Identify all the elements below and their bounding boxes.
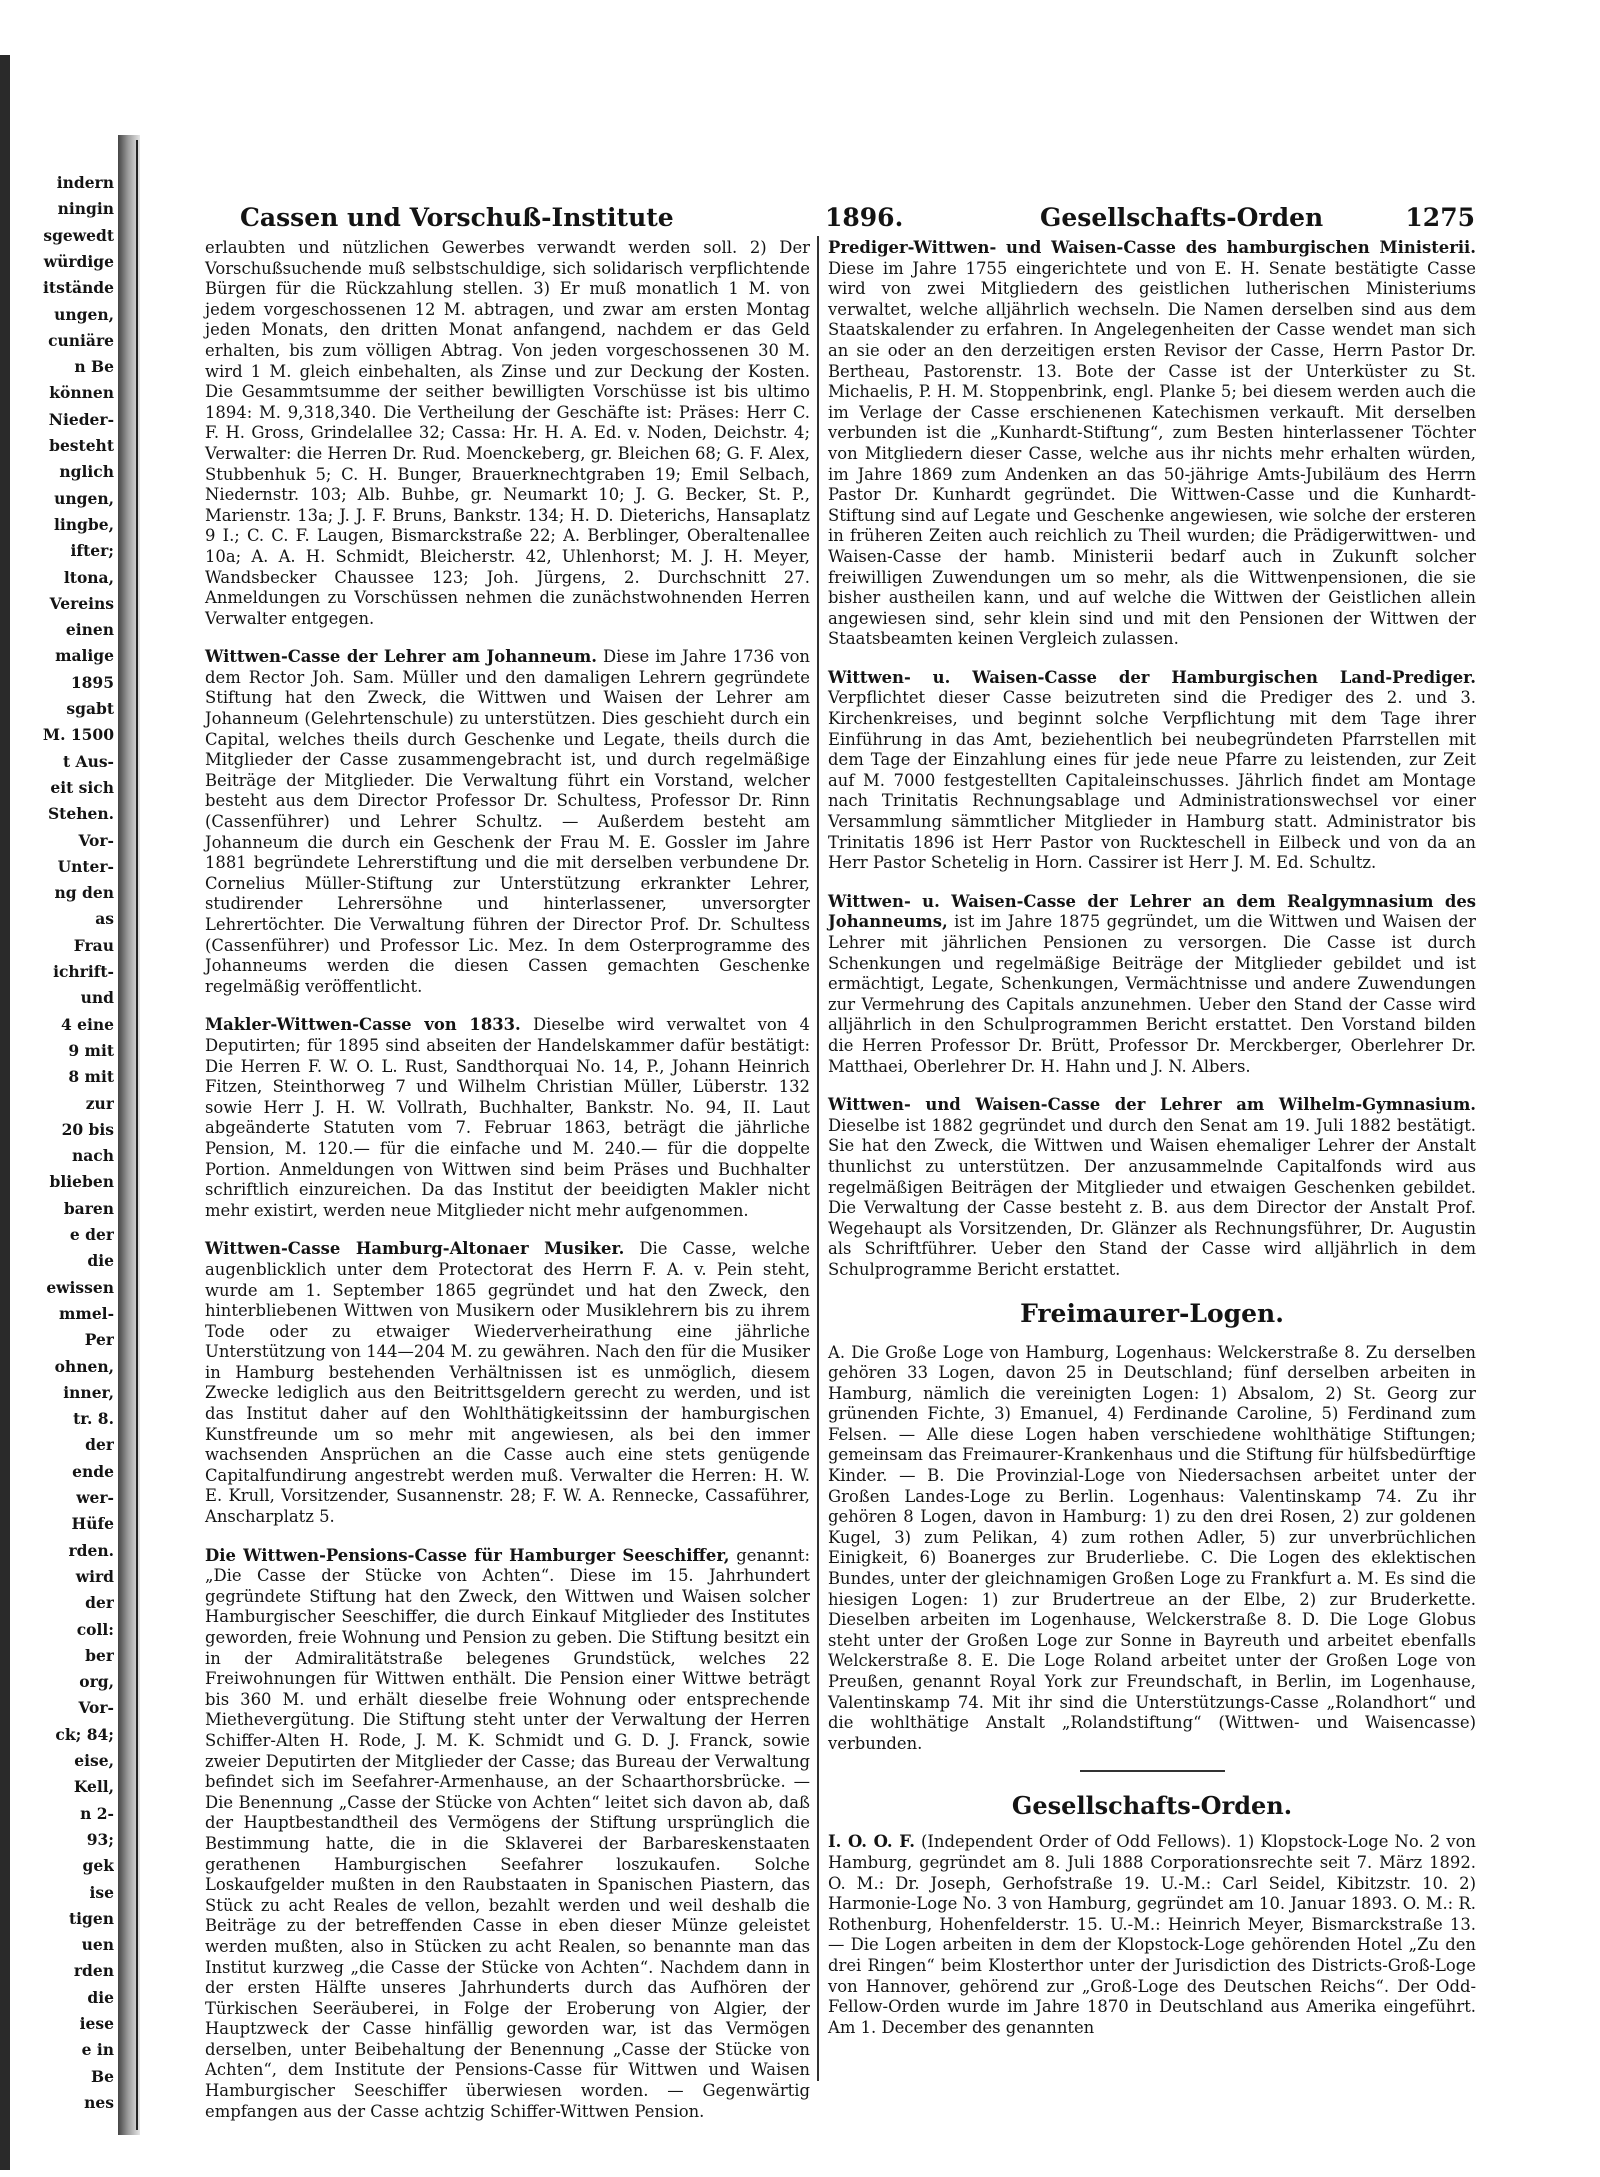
previous-page-fragment: 9 mit — [68, 1040, 114, 1060]
entry-heading: Wittwen- und Waisen-Casse der Lehrer am Wilhelm-Gymnasium. — [828, 1095, 1476, 1115]
odd-fellows-entry — [828, 1832, 1476, 2038]
previous-page-fragment: cuniäre — [48, 330, 114, 350]
previous-page-fragment: Per — [84, 1330, 114, 1350]
previous-page-fragment: lingbe, — [54, 514, 114, 534]
entry-text: Diese im Jahre 1755 eingerichtete und von E. H. Senate bestätigte Casse wird von zwei Mitgliedern des geistlichen lutherischen Ministeriums verwaltet, welche alljährlich wechseln. Die Namen derselben sind aus dem Staatskalender zu erfahren. In Angelegenheiten der Casse wendet man sich an sie oder an den derzeitigen ersten Revisor der Casse, Herrn Pastor Dr. Bertheau, Pastorenstr. 13. Bote der Casse ist der Unterküster zu St. Michaelis, P. H. M. Stoppenbrink, engl. Planke 5; bei diesem werden auch die im Verlage der Casse erschienenen Katechismen verkauft. Mit derselben verbunden ist die „Kunhardt-Stiftung“, zum Besten hinterlassener Töchter von Mitgliedern dieser Casse, welche aus ihr nichts mehr erhalten würden, im Jahre 1869 zum Andenken an das 50-jährige Amts-Jubiläum des Herrn Pastor Dr. Kunhardt gegründet. Die Wittwen-Casse und die Kunhardt-Stiftung sind auf Legate und Geschenke angewiesen, wie solche der ersteren in früheren Zeiten auch reichlich zu Theil wurden; die Prädigerwittwen- und Waisen-Casse der hamb. Ministerii bedarf auch in Zukunft solcher freiwilligen Zuwendungen um so mehr, als die Wittwenpensionen, die sie bisher austheilen kann, und auf welche die Wittwen der Geistlichen allein angewiesen sind, sehr klein sind und mit den Pensionen der Wittwen der Staatsbeamten keinen Vergleich zulassen. — [828, 258, 1476, 649]
previous-page-fragment: t Aus- — [62, 751, 114, 771]
section-heading-freemasons: Freimaurer-Logen. — [1020, 1298, 1284, 1328]
entry-text: Verpflichtet dieser Casse beizutreten sind die Prediger des 2. und 3. Kirchenkreises, und beginnt solche Verpflichtung mit dem Tage ihrer Einführung in das Amt, beziehentlich bei neubegründeten Pfarrstellen mit dem Tage der Einzahlung eines für jede neue Pfarre zu leistenden, zur Zeit auf M. 7000 festgestellten Capitaleinschusses. Jährlich findet am Montage nach Trinitatis Rechnungsablage und Administrationswechsel vor einer Versammlung sämmtlicher Mitglieder in Hamburg statt. Administrator bis Trinitatis 1896 ist Herr Pastor von Ruckteschell in Eilbeck und von da an Herr Pastor Schetelig in Horn. Cassirer ist Herr J. M. Ed. Schultz. — [828, 688, 1476, 873]
entry-text: ist im Jahre 1875 gegründet, um die Wittwen und Waisen der Lehrer mit jährlichen Pensionen zu versorgen. Die Casse ist durch Schenkungen und regelmäßige Beiträge der Mitglieder gebildet und ist ermächtigt, Legate, Schenkungen, Vermächtnisse und andere Zuwendungen zur Vermehrung des Capitals anzunehmen. Ueber den Stand der Casse wird alljährlich in den Schulprogrammen Bericht erstattet. Den Vorstand bilden die Herren Professor Dr. Brütt, Professor Dr. Merckberger, Oberlehrer Dr. Matthaei, Oberlehrer Dr. H. Hahn und J. N. Albers. — [828, 912, 1477, 1076]
entry-heading: Wittwen-Casse der Lehrer am Johanneum. — [205, 647, 597, 667]
previous-page-fragment: rden — [73, 1961, 114, 1981]
previous-page-fragment: baren — [63, 1198, 114, 1218]
entry-text: Dieselbe wird verwaltet von 4 Deputirten; für 1895 sind abseiten der Handelskammer dafür bestätigt: Die Herren F. W. O. L. Rust, Sandthorquai No. 14, P., Johann Heinrich Fitzen, Steinthorweg 7 und Wilhelm Christian Müller, Lüberstr. 132 sowie Herr J. H. W. Vollrath, Buchhalter, Bankstr. No. 94, II. Laut abgeänderte Statuten vom 7. Februar 1863, beträgt die jährliche Pension, M. 120.— für die einfache und M. 240.— für die doppelte Portion. Anmeldungen von Wittwen sind beim Präses und Buchhalter schriftlich einzureichen. Da das Institut der beeidigten Makler nicht mehr existirt, werden neue Mitglieder nicht mehr aufgenommen. — [205, 1015, 810, 1220]
section-divider — [1080, 1770, 1225, 1772]
previous-page-fragment: n 2- — [80, 1803, 114, 1823]
entry-musicians-widows — [205, 1239, 810, 1527]
previous-page-fragment: Frau — [73, 935, 114, 955]
previous-page-fragment: ber — [85, 1645, 114, 1665]
entry-wilhelm-gymnasium-widows — [828, 1095, 1476, 1280]
previous-page-fragment: indern — [56, 175, 114, 192]
previous-page-fragment: wer- — [76, 1488, 114, 1507]
previous-page-fragment: ningin — [57, 199, 114, 219]
entry-text: erlaubten und nützlichen Gewerbes verwandt werden soll. 2) Der Vorschußsuchende muß selbstschuldige, sich solidarisch verpflichtende Bürgen für die Rückzahlung stellen. 3) Er muß monatlich 1 M. von jedem vorgeschossenen 12 M. abtragen, und zwar am ersten Montag jeden Monats, den dritten Monat anfangend, nachdem er das Geld erhalten, bis zum völligen Abtrag. Von jeden vorgeschossenen 30 M. wird 1 M. gleich einbehalten, als Zinse und zur Deckung der Kosten. Die Gesammtsumme der seither bewilligten Vorschüsse ist bis ultimo 1894: M. 9,318,340. Die Vertheilung der Geschäfte ist: Präses: Herr C. F. H. Gross, Grindelallee 32; Cassa: Hr. H. A. Ed. v. Noden, Deichstr. 4; Verwalter: die Herren Dr. Rud. Moenckeberg, gr. Bleichen 68; G. F. Alex, Stubbenhuk 5; C. H. Bunger, Brauerknechtgraben 19; Emil Selbach, Niedernstr. 103; Alb. Buhbe, gr. Neumarkt 10; J. G. Becker, St. P., Marienstr. 13a; J. J. F. Bruns, Bankstr. 134; H. D. Dieterichs, Hansaplatz 9 I.; C. C. F. Laugen, Bismarckstraße 22; A. Berblinger, Oberaltenallee 10a; A. A. H. Schmidt, Bleicherstr. 42, Uhlenhorst; M. J. H. Meyer, Wandsbecker Chaussee 123; Joh. Jürgens, 2. Durchschnitt 27. Anmeldungen zu Vorschüssen nehmen die zunächstwohnenden Herren Verwalter entgegen. — [205, 238, 810, 628]
previous-page-fragment: ltona, — [63, 567, 114, 587]
previous-page-fragment: ungen, — [54, 304, 114, 324]
header-chapter-title: Gesellschafts-Orden — [1040, 203, 1324, 232]
previous-page-fragment: tr. 8. — [73, 1409, 114, 1429]
previous-page-fragment: ck; 84; — [55, 1724, 114, 1744]
previous-page-fragment: 8 mit — [68, 1067, 114, 1087]
previous-page-fragment: Nieder- — [48, 409, 114, 429]
previous-page-fragment: 4 eine — [60, 1014, 114, 1034]
entry-text: (Independent Order of Odd Fellows). 1) Klopstock-Loge No. 2 von Hamburg, gegründet am 8. Juli 1888 Corporationsrechte seit 7. März 1892. O. M.: Dr. Joseph, Gerhofstraße 19. U.-M.: Carl Seidel, Kibitzstr. 10. 2) Harmonie-Loge No. 3 von Hamburg, gegründet am 10. Januar 1893. O. M.: R. Rothenburg, Hohenfelderstr. 15. U.-M.: Heinrich Meyer, Bismarckstraße 13. — Die Logen arbeiten in dem der Klopstock-Loge gehörenden Hotel „Zu den drei Ringen“ beim Klosterthor unter der Jurisdiction des Districts-Groß-Loge von Hannover, gehörend zur „Groß-Loge des Deutschen Reichs“. Der Odd-Fellow-Orden wurde im Jahre 1870 in Deutschland aus Amerika eingeführt. Am 1. December des genannten — [828, 1832, 1476, 2037]
entry-heading: Wittwen- u. Waisen-Casse der Lehrer an dem Realgymnasium des Johanneums, — [828, 891, 1476, 932]
previous-page-fragment: können — [49, 383, 114, 403]
header-year: 1896. — [825, 203, 904, 232]
entry-text: Diese im Jahre 1736 von dem Rector Joh. Sam. Müller und den damaligen Lehrern gegründete Stiftung hat den Zweck, die Wittwen und Waisen der Lehrer am Johanneum (Gelehrtenschule) zu unterstützen. Dies geschieht durch ein Capital, welches theils durch Geschenke und Legate, theils durch die Mitglieder der Casse zusammengebracht ist, und durch regelmäßige Beiträge der Mitglieder. Die Verwaltung führt ein Vorstand, welcher besteht aus dem Director Professor Dr. Schultess, Professor Dr. Rinn (Cassenführer) und Lehrer Schultz. — Außerdem besteht am Johanneum die durch ein Geschenk der Frau M. E. Gossler im Jahre 1881 begründete Lehrerstiftung und die mit derselben verbundene Dr. Cornelius Müller-Stiftung zur Unterstützung erkrankter Lehrer, studirender Lehrersöhne und hinterlassener, unversorgter Lehrertöchter. Die Verwaltung führen der Director Prof. Dr. Schultess (Cassenführer) und Professor Lic. Mez. In dem Osterprogramme des Johanneums werden die diesen Cassen gemachten Geschenke regelmäßig veröffentlicht. — [205, 647, 810, 996]
previous-page-fragment: ewissen — [46, 1277, 114, 1297]
previous-page-fragment: coll: — [76, 1619, 114, 1639]
previous-page-fragment: zur — [85, 1093, 114, 1113]
section-heading-orders: Gesellschafts-Orden. — [1011, 1791, 1293, 1821]
previous-page-fragment: eise, — [74, 1751, 114, 1770]
previous-page-fragment: inner, — [63, 1382, 114, 1402]
previous-page-fragment: sgewedt — [43, 225, 114, 245]
previous-page-fragment: ifter; — [70, 541, 114, 561]
previous-page-fragment: uen — [81, 1935, 114, 1955]
entry-makler-widows — [205, 1015, 810, 1221]
previous-page-fragment: ungen, — [54, 488, 114, 508]
previous-page-fragment: tigen — [68, 1908, 114, 1928]
entry-seeschiffer-pension — [205, 1546, 810, 2123]
previous-page-fragment: itstände — [43, 278, 114, 298]
entry-text: Die Casse, welche augenblicklich unter dem Protectorat des Herrn F. A. v. Pein steht, wurde am 1. September 1865 gegründet und hat den Zweck, den hinterbliebenen Wittwen von Musikern oder Musiklehrern bis zu ihrem Tode oder zu etwaiger Wiederverheirathung eine jährliche Unterstützung von 144—204 M. zu gewähren. Nach den für die Musiker in Hamburg bestehenden Verhältnissen ist es unmöglich, diesem Zwecke lediglich aus den Beitrittsgeldern gerecht zu werden, und ist das Institut daher auf den Wohlthätigkeitssinn der hamburgischen Kunstfreunde um so mehr mit angewiesen, als bei den immer wachsenden Ansprüchen an die Casse auch eine stets genügende Capitalfundirung angestrebt werden muß. Verwalter die Herren: H. W. E. Krull, Vorsitzender, Susannenstr. 28; F. W. A. Rennecke, Cassaführer, Anscharplatz 5. — [205, 1239, 810, 1527]
entry-text: genannt: „Die Casse der Stücke von Achten“. Diese im 15. Jahrhundert gegründete Stiftung hat den Zweck, den Wittwen und Waisen solcher Hamburgischer Seeschiffer, die durch Einkauf Mitglieder des Institutes geworden, freie Wohnung und Pension zu geben. Die Stiftung besitzt ein in der Admiralitätstraße belegenes Grundstück, welches 22 Freiwohnungen für Wittwen enthält. Die Pension einer Wittwe beträgt bis 360 M. und erhält dieselbe freie Wohnung oder entsprechende Miethevergütung. Die Stiftung steht unter der Verwaltung der Herren Schiffer-Alten H. Rode, J. M. K. Schmidt und G. D. J. Franck, sowie zweier Deputirten der Mitglieder der Casse; das Bureau der Verwaltung befindet sich im Seefahrer-Armenhause, an der Schaarthorsbrücke. — Die Benennung „Casse der Stücke von Achten“ leitet sich davon ab, daß der Hauptbestandtheil des Vermögens der Stiftung ursprünglich die Bestimmung hatte, die in die Sklaverei der Barbareskenstaaten gerathenen Hamburgischen Seefahrer loszukaufen. Solche Loskaufgelder mußten in den Raubstaaten in Spanischen Piastern, das Stück zu acht Reales de vellon, bezahlt werden und weil deshalb die Beiträge zu der betreffenden Casse in eben dieser Münze geleistet werden mußten, also in Stücken zu acht Realen, so benannte man das Institut kurzweg „die Casse der Stücke von Achten“. Nachdem dann in der ersten Hälfte unseres Jahrhunderts durch das Aufhören der Türkischen Seeräuberei, in Folge der Eroberung von Algier, der Hauptzweck der Casse hinfällig geworden war, ist das Vermögen derselben, unter Beibehaltung der Benennung „Casse der Stücke von Achten“, dem Institute der Pensions-Casse für Wittwen und Waisen Hamburgischer Seeschiffer überwiesen worden. — Gegenwärtig empfangen aus der Casse achtzig Schiffer-Wittwen Pension. — [205, 1545, 810, 2121]
book-spine — [0, 55, 10, 2170]
previous-page-fragment: und — [80, 988, 114, 1008]
entry-heading: Makler-Wittwen-Casse von 1833. — [205, 1015, 521, 1035]
entry-heading: I. O. O. F. — [828, 1832, 915, 1852]
previous-page-fragment: nes — [84, 2092, 114, 2112]
entry-realgymnasium-widows — [828, 892, 1476, 1077]
previous-page-fragment: Be — [91, 2066, 114, 2086]
previous-page-fragment: ichrift- — [53, 962, 114, 981]
previous-page-fragment: Unter- — [57, 856, 114, 876]
previous-page-edge — [10, 175, 114, 2125]
previous-page-fragment: mmel- — [59, 1303, 114, 1323]
previous-page-fragment: ng den — [54, 883, 114, 903]
previous-page-fragment: würdige — [43, 251, 114, 271]
previous-page-fragment: nglich — [59, 462, 114, 482]
page-number: 1275 — [1405, 203, 1475, 232]
entry-heading: Wittwen- u. Waisen-Casse der Hamburgischen Land-Prediger. — [828, 667, 1476, 687]
previous-page-fragment: der — [85, 1593, 114, 1613]
previous-page-fragment: Vor- — [78, 1698, 114, 1718]
previous-page-fragment: org, — [79, 1672, 114, 1692]
previous-page-fragment: 20 bis — [61, 1119, 114, 1139]
previous-page-fragment: einen — [65, 620, 114, 640]
previous-page-fragment: die — [87, 1987, 114, 2007]
previous-page-fragment: wird — [75, 1566, 114, 1586]
left-column — [205, 238, 810, 2122]
entry-text: Dieselbe ist 1882 gegründet und durch den Senat am 19. Juli 1882 bestätigt. Sie hat den Zweck, die Wittwen und Waisen ehemaliger Lehrer der Anstalt thunlichst zu unterstützen. Der anzusammelnde Capitalfonds wird aus regelmäßigen Beiträgen der Mitglieder und etwaigen Geschenken gebildet. Die Verwaltung der Casse besteht z. B. aus dem Director der Anstalt Prof. Wegehaupt als Vorsitzenden, Dr. Glänzer als Rechnungsführer, Dr. Augustin als Schriftführer. Ueber den Stand der Casse wird alljährlich in dem Schulprogramme Bericht erstattet. — [828, 1115, 1476, 1279]
entry-prediger-widows — [828, 238, 1476, 650]
previous-page-fragment: e in — [81, 2040, 114, 2060]
column-divider — [817, 236, 819, 2081]
previous-page-fragment: Stehen. — [47, 804, 114, 824]
previous-page-fragment: Vor- — [78, 830, 114, 850]
previous-page-fragment: sgabt — [66, 699, 114, 718]
previous-page-fragment: nach — [71, 1146, 114, 1166]
previous-page-fragment: Vereins — [49, 593, 114, 613]
previous-page-fragment: Hüfe — [71, 1514, 114, 1534]
previous-page-fragment: besteht — [49, 436, 114, 455]
previous-page-fragment: 1895 — [70, 672, 114, 692]
entry-heading: Prediger-Wittwen- und Waisen-Casse des hamburgischen Ministerii. — [828, 238, 1476, 257]
previous-page-fragment: M. 1500 — [42, 725, 114, 745]
previous-page-fragment: ise — [89, 1882, 114, 1902]
previous-page-fragment: as — [95, 909, 114, 929]
previous-page-fragment: blieben — [49, 1172, 114, 1192]
previous-page-fragment: rden. — [68, 1540, 114, 1560]
previous-page-fragment: Kell, — [73, 1777, 114, 1797]
entry-johanneum-widows — [205, 647, 810, 997]
freemason-lodges-text: A. Die Große Loge von Hamburg, Logenhaus: Welckerstraße 8. Zu derselben gehören 33 Logen, davon 25 in Deutschland; fünf derselben arbeiten in Hamburg, nämlich die vereinigten Logen: 1) Absalom, 2) St. Georg zur grünenden Fichte, 3) Emanuel, 4) Ferdinande Caroline, 5) Ferdinand zum Felsen. — Alle diese Logen haben verschiedene wohlthätige Stiftungen; gemeinsam das Freimaurer-Krankenhaus und die Stiftung für hülfsbedürftige Kinder. — B. Die Provinzial-Loge von Niedersachsen arbeitet unter der Großen Landes-Loge zu Berlin. Logenhaus: Valentinskamp 74. Zu ihr gehören 8 Logen, davon in Hamburg: 1) zu den drei Rosen, 2) zur goldenen Kugel, 3) zum Pelikan, 4) zum rothen Adler, 5) zur unverbrüchlichen Einigkeit, 6) Boanerges zur Bruderliebe. C. Die Logen des eklektischen Bundes, unter der gleichnamigen Großen Loge zu Frankfurt a. M. Es sind die hiesigen Logen: 1) zur Brudertreue an der Elbe, 2) zur Bruderkette. Dieselben arbeiten im Logenhause, Welckerstraße 8. D. Die Loge Globus steht unter der Großen Loge zur Sonne in Bayreuth und arbeitet ebenfalls Welckerstraße 8. E. Die Loge Roland arbeitet unter der Großen Loge von Preußen, genannt Royal York zur Freundschaft, in Berlin, im Logenhause, Valentinskamp 74. Mit ihr sind die Unterstützungs-Casse „Rolandhort“ und die wohlthätige Anstalt „Rolandstiftung“ (Wittwen- und Waisencasse) verbunden. — [828, 1342, 1476, 1753]
previous-page-fragment: die — [87, 1251, 114, 1271]
previous-page-fragment: iese — [79, 2014, 114, 2033]
paragraph-vorschuss-conditions — [205, 238, 810, 629]
previous-page-fragment: ende — [72, 1461, 114, 1481]
entry-landprediger-widows — [828, 668, 1476, 874]
entry-heading: Wittwen-Casse Hamburg-Altonaer Musiker. — [205, 1239, 625, 1259]
page-fold-line — [136, 140, 138, 2130]
right-column — [828, 238, 1476, 2038]
previous-page-fragment: gek — [82, 1856, 114, 1876]
previous-page-fragment: der — [85, 1435, 114, 1455]
previous-page-fragment: e der — [69, 1225, 114, 1244]
previous-page-fragment: 93; — [86, 1829, 114, 1849]
running-header — [240, 203, 1475, 233]
header-section-title: Cassen und Vorschuß-Institute — [240, 203, 674, 232]
previous-page-fragment: malige — [55, 646, 114, 666]
previous-page-fragment: eit sich — [50, 777, 114, 797]
entry-heading: Die Wittwen-Pensions-Casse für Hamburger Seeschiffer, — [205, 1545, 730, 1565]
previous-page-fragment: n Be — [74, 357, 114, 377]
previous-page-fragment: ohnen, — [54, 1356, 114, 1376]
